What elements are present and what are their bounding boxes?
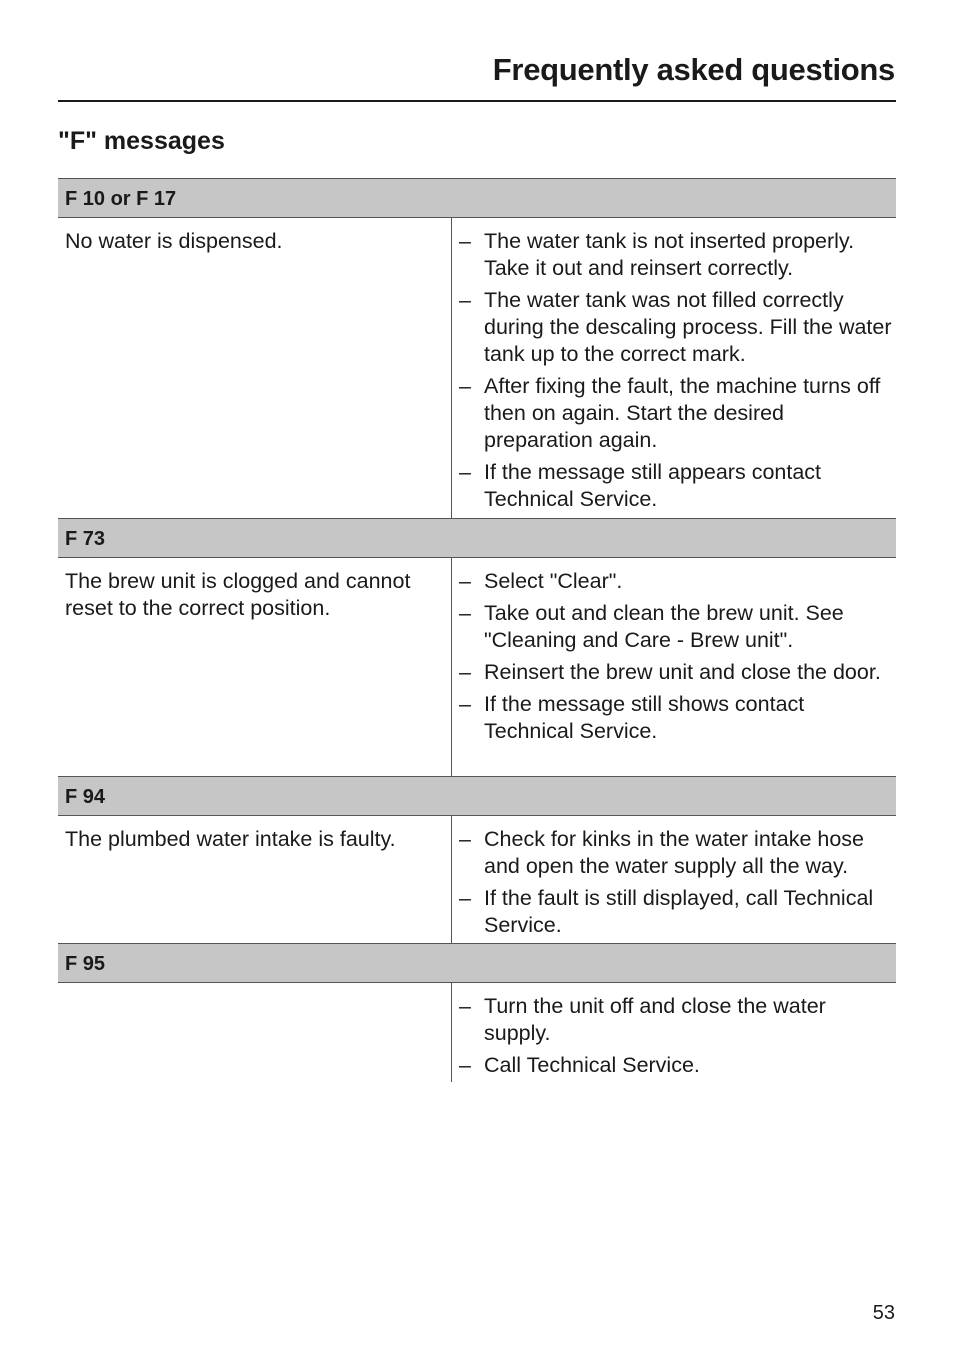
message-row xyxy=(58,558,896,776)
section-heading: "F" messages xyxy=(58,127,225,155)
f-messages-table xyxy=(58,178,896,1082)
solution-text: After fixing the fault, the machine turns off then on again. Start the desired preparation again. xyxy=(484,374,881,452)
solution-text: If the message still appears contact Technical Service. xyxy=(484,460,822,511)
problem-cell: No water is dispensed. xyxy=(58,218,452,518)
solution-cell xyxy=(452,558,896,776)
message-code-header: F 94 xyxy=(58,776,896,816)
solution-text: Turn the unit off and close the water supply. xyxy=(484,994,826,1045)
solution-cell xyxy=(452,218,896,518)
page-number: 53 xyxy=(872,1302,895,1324)
message-row xyxy=(58,816,896,943)
solution-item xyxy=(458,600,892,654)
solution-item xyxy=(458,228,892,282)
solution-item xyxy=(458,826,892,880)
problem-cell: The brew unit is clogged and cannot reset to the correct position. xyxy=(58,558,452,776)
dash-bullet: – xyxy=(459,1053,471,1077)
solution-text: Reinsert the brew unit and close the door. xyxy=(484,660,881,684)
dash-bullet: – xyxy=(459,994,471,1018)
solution-item xyxy=(458,993,892,1047)
solution-item xyxy=(458,885,892,939)
solution-item xyxy=(458,287,892,368)
solution-cell xyxy=(452,816,896,943)
title-divider xyxy=(58,100,896,102)
solution-text: Select "Clear". xyxy=(484,569,623,593)
solution-item xyxy=(458,373,892,454)
solution-cell xyxy=(452,983,896,1082)
solution-list xyxy=(458,993,892,1079)
dash-bullet: – xyxy=(459,374,471,398)
solution-text: The water tank is not inserted properly. Take it out and reinsert correctly. xyxy=(484,229,855,280)
message-row xyxy=(58,983,896,1082)
message-code-header: F 10 or F 17 xyxy=(58,178,896,218)
solution-list xyxy=(458,228,892,513)
solution-text: Check for kinks in the water intake hose and open the water supply all the way. xyxy=(484,827,865,878)
solution-text: If the message still shows contact Technical Service. xyxy=(484,692,805,743)
message-row xyxy=(58,218,896,518)
message-code-header: F 95 xyxy=(58,943,896,983)
dash-bullet: – xyxy=(459,569,471,593)
dash-bullet: – xyxy=(459,660,471,684)
solution-item xyxy=(458,568,892,595)
dash-bullet: – xyxy=(459,460,471,484)
dash-bullet: – xyxy=(459,692,471,716)
solution-text: Take out and clean the brew unit. See "Cleaning and Care - Brew unit". xyxy=(484,601,844,652)
solution-list xyxy=(458,826,892,939)
problem-cell xyxy=(58,983,452,1082)
page-title: Frequently asked questions xyxy=(492,52,895,87)
dash-bullet: – xyxy=(459,229,471,253)
problem-cell: The plumbed water intake is faulty. xyxy=(58,816,452,943)
dash-bullet: – xyxy=(459,601,471,625)
solution-list xyxy=(458,568,892,745)
solution-item xyxy=(458,691,892,745)
dash-bullet: – xyxy=(459,827,471,851)
dash-bullet: – xyxy=(459,886,471,910)
dash-bullet: – xyxy=(459,288,471,312)
message-code-header: F 73 xyxy=(58,518,896,558)
solution-item xyxy=(458,1052,892,1079)
solution-item xyxy=(458,459,892,513)
solution-text: The water tank was not filled correctly during the descaling process. Fill the water tank up to the correct mark. xyxy=(484,288,892,366)
solution-text: Call Technical Service. xyxy=(484,1053,700,1077)
solution-item xyxy=(458,659,892,686)
solution-text: If the fault is still displayed, call Technical Service. xyxy=(484,886,874,937)
